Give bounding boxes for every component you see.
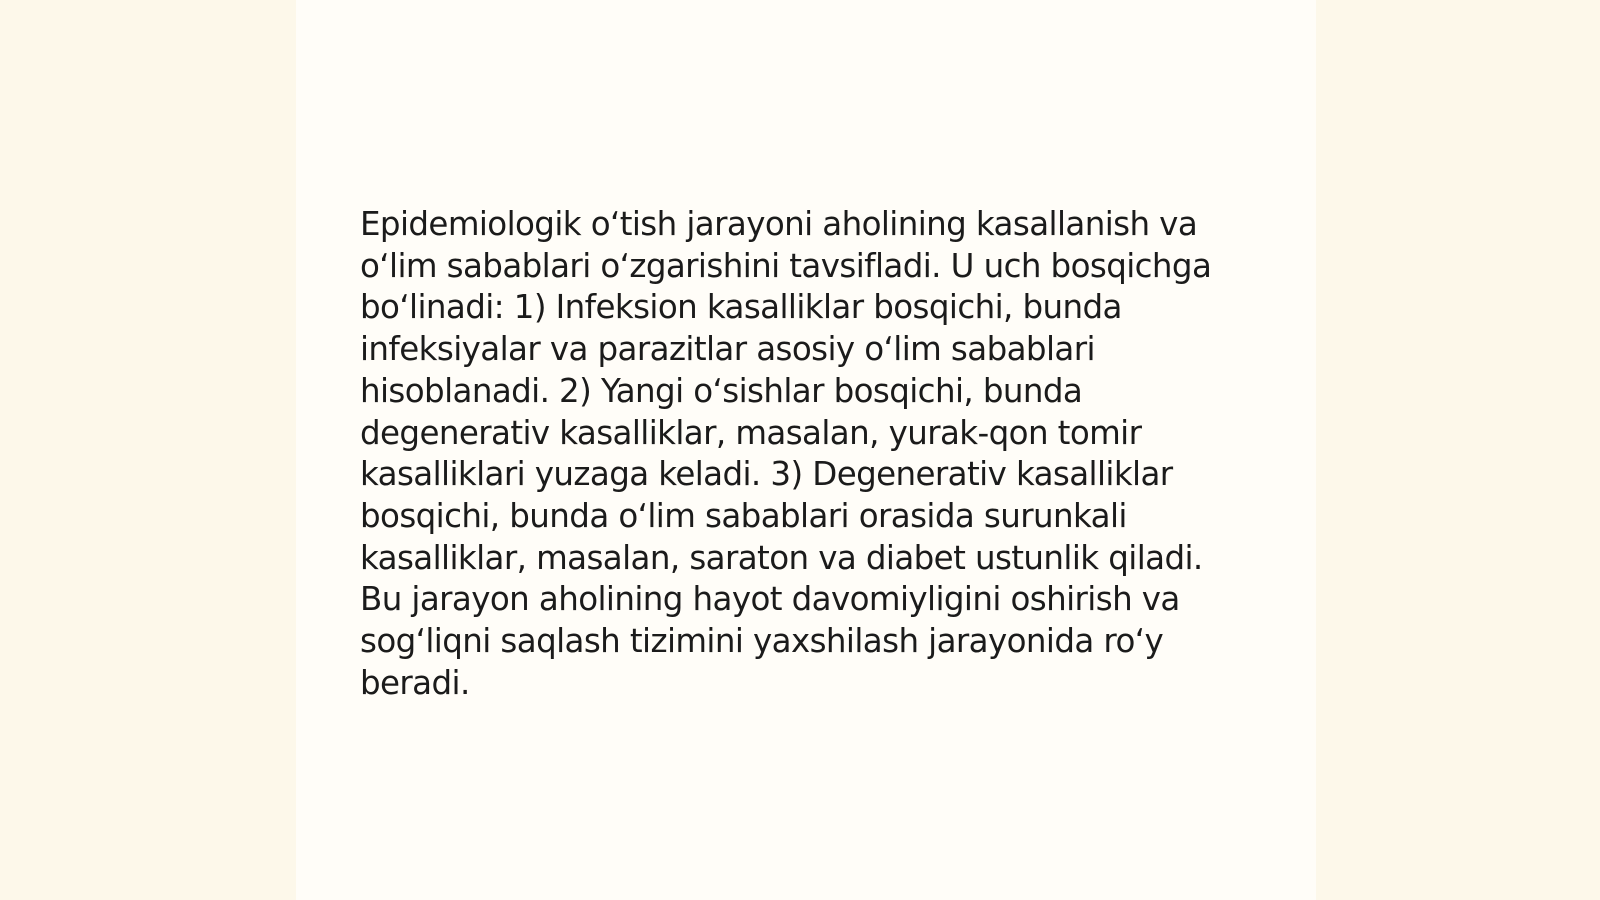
slide-body-text: Epidemiologik o‘tish jarayoni aholining kasallanish va o‘lim sabablari o‘zgarishini tavsifladi. U uch bosqichga bo‘linadi: 1) Infeksion kasalliklar bosqichi, bunda infeksiyalar va parazitlar asosiy o‘lim sabablari hisoblanadi. 2) Yangi o‘sishlar bosqichi, bunda degenerativ kasalliklar, masalan, yurak-qon tomir kasalliklari yuzaga keladi. 3) Degenerativ kasalliklar bosqichi, bunda o‘lim sabablari orasida surunkali kasalliklar, masalan, saraton va diabet ustunlik qiladi. Bu jarayon aholining hayot davomiyligini oshirish va sog‘liqni saqlash tizimini yaxshilash jarayonida ro‘y beradi.: [360, 205, 1212, 702]
slide-canvas: [296, 0, 1316, 900]
